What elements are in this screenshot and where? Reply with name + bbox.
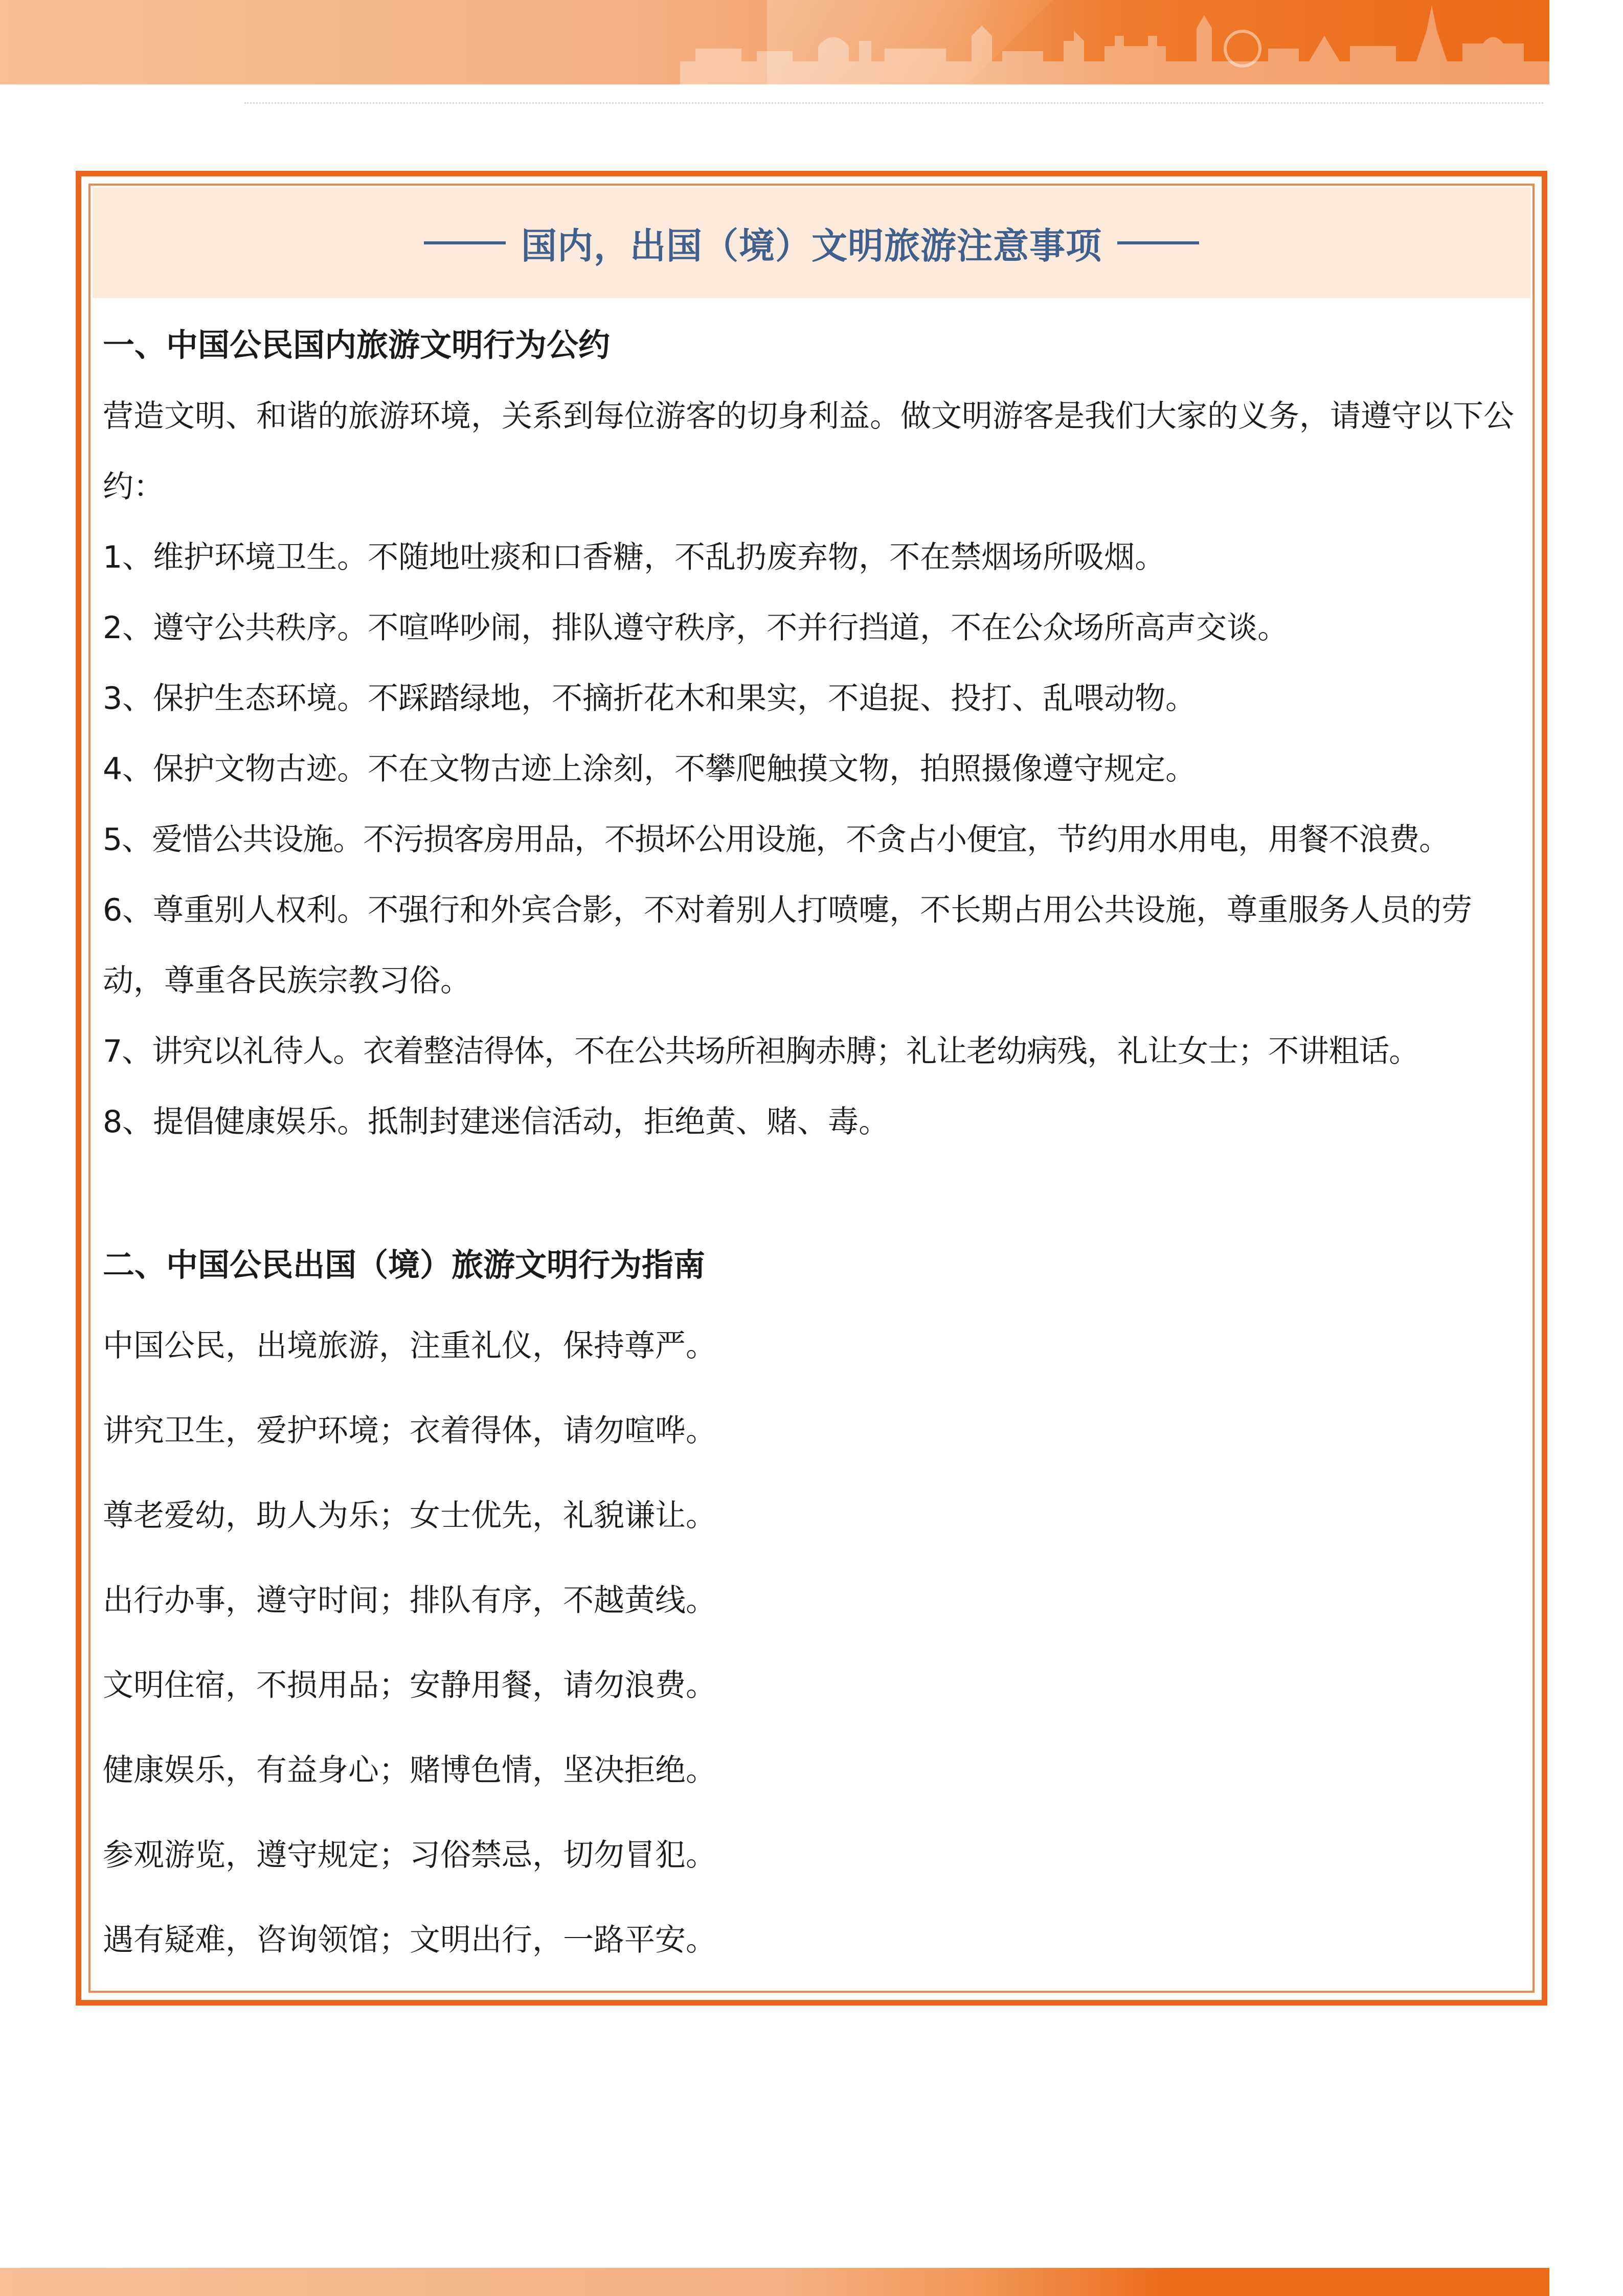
guide-line: 中国公民，出境旅游，注重礼仪，保持尊严。 [103,1328,716,1364]
page-title: 国内，出国（境）文明旅游注意事项 [521,224,1102,267]
convention-item: 7、讲究以礼待人。衣着整洁得体，不在公共场所袒胸赤膊；礼让老幼病残，礼让女士；不讲粗话。 [103,1033,1419,1069]
convention-item: 8、提倡健康娱乐。抵制封建迷信活动，拒绝黄、赌、毒。 [103,1104,890,1140]
notice-frame [76,171,1547,2006]
section2-heading: 二、中国公民出国（境）旅游文明行为指南 [103,1246,706,1284]
title-bar [93,188,1530,298]
header-banner [0,0,1549,84]
convention-item: 6、尊重别人权利。不强行和外宾合影，不对着别人打喷嚏，不长期占用公共设施，尊重服务人员的劳动，尊重各民族宗教习俗。 [103,892,1473,999]
convention-item: 3、保护生态环境。不踩踏绿地，不摘折花木和果实，不追捉、投打、乱喂动物。 [103,681,1197,716]
guide-line: 文明住宿，不损用品；安静用餐，请勿浪费。 [103,1668,716,1703]
section-spacer [103,1157,1526,1227]
section1-intro: 营造文明、和谐的旅游环境，关系到每位游客的切身利益。做文明游客是我们大家的义务，请遵守以下公约： [103,398,1514,505]
title-dash-left [424,241,506,244]
section1-heading: 一、中国公民国内旅游文明行为公约 [103,326,611,364]
convention-item: 5、爱惜公共设施。不污损客房用品，不损坏公用设施，不贪占小便宜，节约用水用电，用餐不浪费。 [103,822,1450,858]
guide-line: 参观游览，遵守规定；习俗禁忌，切勿冒犯。 [103,1837,716,1873]
notice-content [103,309,1526,1983]
guide-line: 遇有疑难，咨询领馆；文明出行，一路平安。 [103,1922,716,1958]
title-dash-right [1117,241,1199,244]
convention-item: 2、遵守公共秩序。不喧哗吵闹，排队遵守秩序，不并行挡道，不在公众场所高声交谈。 [103,610,1289,646]
guide-line: 尊老爱幼，助人为乐；女士优先，礼貌谦让。 [103,1498,716,1534]
guide-line: 讲究卫生，爱护环境；衣着得体，请勿喧哗。 [103,1413,716,1449]
header-divider [244,102,1543,104]
convention-item: 4、保护文物古迹。不在文物古迹上涂刻，不攀爬触摸文物，拍照摄像遵守规定。 [103,751,1197,787]
footer-banner [0,2268,1549,2296]
guide-line: 健康娱乐，有益身心；赌博色情，坚决拒绝。 [103,1752,716,1788]
convention-item: 1、维护环境卫生。不随地吐痰和口香糖，不乱扔废弃物，不在禁烟场所吸烟。 [103,539,1166,575]
guide-line: 出行办事，遵守时间；排队有序，不越黄线。 [103,1583,716,1618]
city-skyline-icon [665,0,1549,84]
